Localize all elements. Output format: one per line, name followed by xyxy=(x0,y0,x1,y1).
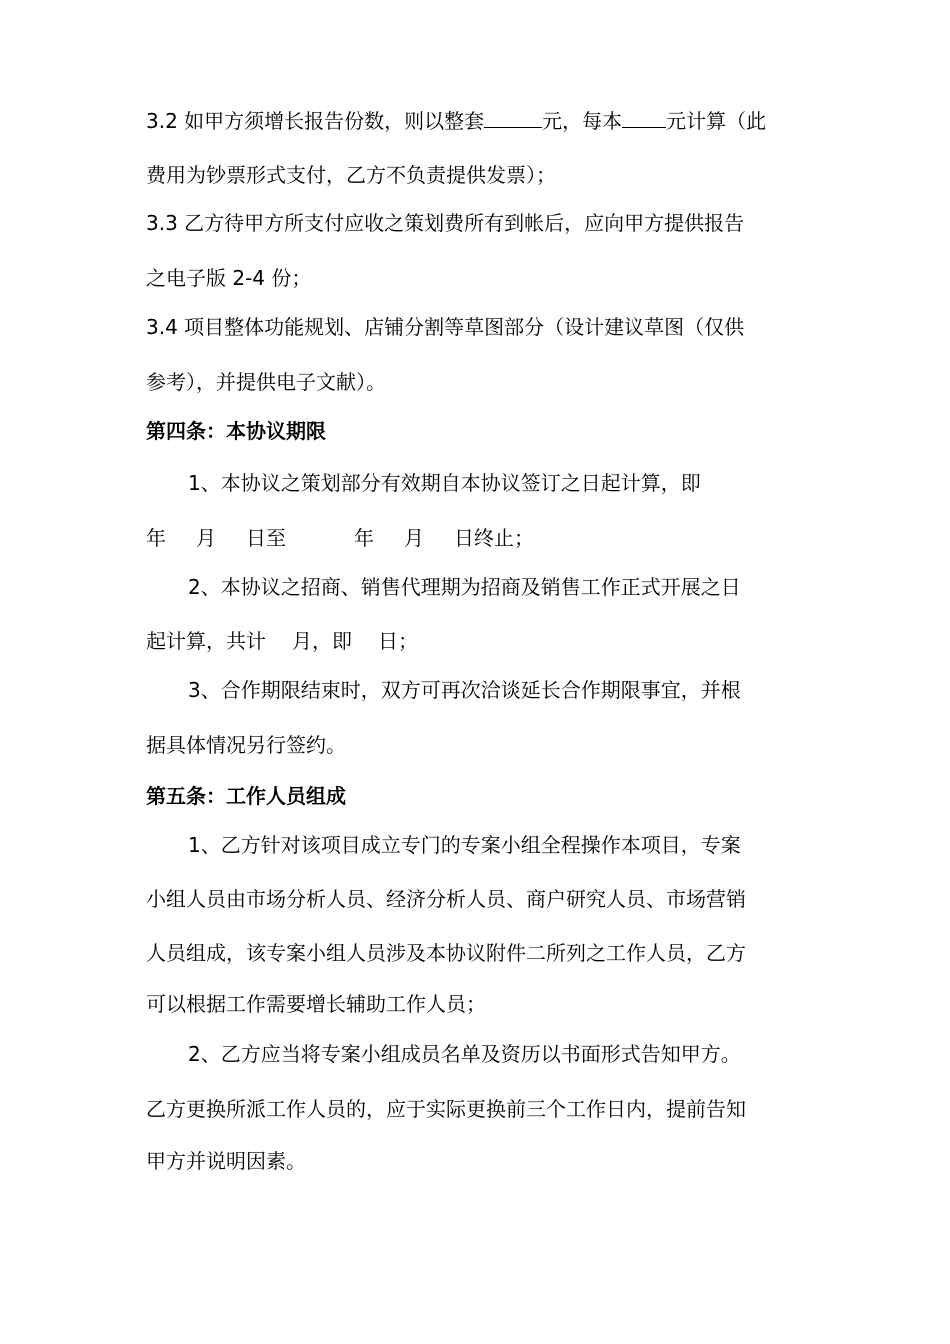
agency-period-text-c: 日； xyxy=(378,629,418,653)
article-4-item-2-line-2 xyxy=(146,628,826,654)
clause-3-4-line-2: 参考），并提供电子文献）。 xyxy=(146,370,386,394)
clause-3-2-line-1 xyxy=(146,107,826,134)
article-5-item-2-line-1: 2、乙方应当将专案小组成员名单及资历以书面形式告知甲方。 xyxy=(188,1042,741,1066)
clause-3-3-line-1: 3.3 乙方待甲方所支付应收之策划费所有到帐后，应向甲方提供报告 xyxy=(146,211,745,235)
clause-3-2-line-2: 费用为钞票形式支付，乙方不负责提供发票）； xyxy=(146,163,556,187)
article-4-heading: 第四条：本协议期限 xyxy=(146,419,326,443)
article-5-item-1-line-2: 小组人员由市场分析人员、经济分析人员、商户研究人员、市场营销 xyxy=(146,887,746,911)
article-4-item-1-line-2 xyxy=(146,525,826,551)
clause-3-2-text-c: 元计算（此 xyxy=(666,109,767,133)
article-5-item-1-line-3: 人员组成，该专案小组人员涉及本协议附件二所列之工作人员，乙方 xyxy=(146,941,746,965)
article-5-item-1-line-4: 可以根据工作需要增长辅助工作人员； xyxy=(146,992,486,1016)
clause-3-3-line-2: 之电子版 2-4 份； xyxy=(146,266,312,290)
article-5-heading: 第五条：工作人员组成 xyxy=(146,784,346,808)
article-5-item-2-line-3: 甲方并说明因素。 xyxy=(146,1149,306,1173)
term-end-month: 月 xyxy=(404,526,424,550)
article-4-item-3-line-1: 3、合作期限结束时，双方可再次洽谈延长合作期限事宜，并根 xyxy=(188,678,741,702)
fill-blank-copy-price xyxy=(622,107,666,128)
term-start-day: 日至 xyxy=(246,526,286,550)
article-4-item-1-line-1: 1、本协议之策划部分有效期自本协议签订之日起计算，即 xyxy=(188,471,701,495)
term-start-month: 月 xyxy=(196,526,216,550)
article-5-item-1-line-1: 1、乙方针对该项目成立专门的专案小组全程操作本项目，专案 xyxy=(188,833,741,857)
term-end-year: 年 xyxy=(354,526,374,550)
agency-period-text-a: 起计算，共计 xyxy=(146,629,266,653)
clause-3-2-text-b: 元，每本 xyxy=(542,109,623,133)
clause-3-2-text-a: 3.2 如甲方须增长报告份数，则以整套 xyxy=(146,109,485,133)
agency-period-text-b: 月，即 xyxy=(292,629,352,653)
article-5-item-2-line-2: 乙方更换所派工作人员的，应于实际更换前三个工作日内，提前告知 xyxy=(146,1097,746,1121)
article-4-item-3-line-2: 据具体情况另行签约。 xyxy=(146,733,346,757)
term-end-day: 日终止； xyxy=(454,526,534,550)
article-4-item-2-line-1: 2、本协议之招商、销售代理期为招商及销售工作正式开展之日 xyxy=(188,575,741,599)
fill-blank-set-price xyxy=(484,107,542,128)
term-start-year: 年 xyxy=(146,526,166,550)
clause-3-4-line-1: 3.4 项目整体功能规划、店铺分割等草图部分（设计建议草图（仅供 xyxy=(146,315,745,339)
